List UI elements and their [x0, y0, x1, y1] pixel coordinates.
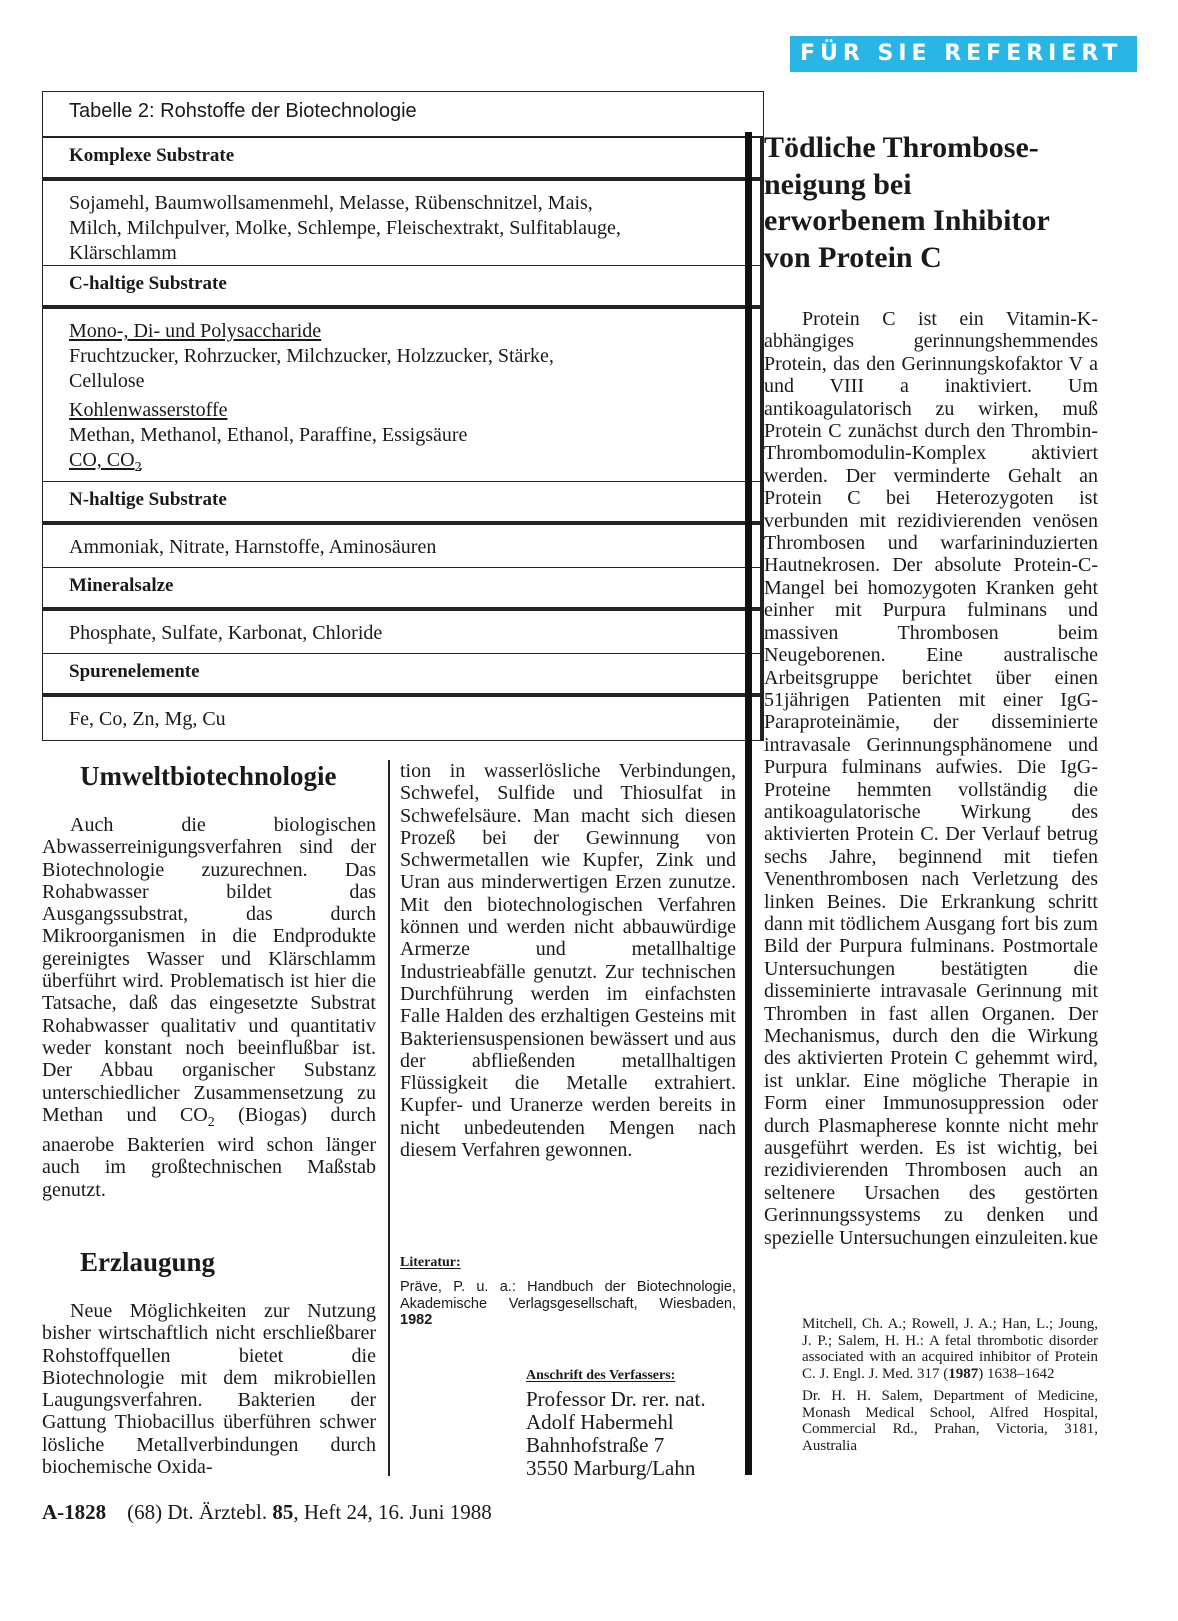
article-signature: kue [1069, 1227, 1098, 1250]
article-title: Tödliche Thrombose- neigung bei erworbenem Inhibitor von Protein C [764, 131, 1050, 274]
literature-heading: Literatur: [400, 1255, 461, 1270]
table-subheading: Mono-, Di- und Polysaccharide [69, 320, 322, 342]
paragraph: Neue Möglichkeiten zur Nutzung bisher wirtschaftlich nicht erschließbarer Rohstoffquellen bietet die Biotechnologie mit dem mikrobiellen Laugungsverfahren. Bakterien der Gattung Thiobacillus überführen schwer lösliche Metallverbindungen durch biochemische Oxida- [42, 1300, 376, 1479]
table-subheading: Kohlenwasserstoffe [69, 399, 228, 421]
table-line: Sojamehl, Baumwollsamenmehl, Melasse, Rübenschnitzel, Mais, [69, 192, 593, 214]
reference-address: Dr. H. H. Salem, Department of Medicine, Monash Medical School, Alfred Hospital, Commercial Rd., Prahan, Victoria, 3181, Australia [802, 1388, 1098, 1454]
section-umweltbiotechnologie [42, 760, 376, 1201]
section-erzlaugung [42, 1246, 376, 1478]
paragraph: Auch die biologischen Abwasserreinigungsverfahren sind der Biotechnologie zuzurechnen. Das Rohabwasser bildet das Ausgangssubstrat, das durch Mikroorganismen in die Endprodukte gereinigtes Wasser und Klärschlamm überführt wird. Problematisch ist hier die Tatsache, daß das eingesetzte Substrat Rohabwasser qualitativ und quantitativ weder konstant noch beeinflußbar ist. Der Abbau organischer Substanz unterschiedlicher Zusammensetzung zu Methan und $CO_2$ (Biogas) durch anaerobe Bakterien wird schon länger auch im großtechnischen Maßstab genutzt. [42, 814, 376, 1201]
reference-entry: Mitchell, Ch. A.; Rowell, J. A.; Han, L.; Joung, J. P.; Salem, H. H.: A fetal thrombotic disorder associated with an acquired inhibitor of Protein C. J. Engl. J. Med. 317 (1987) 1638–1642 [802, 1316, 1098, 1382]
table-section-body [42, 181, 764, 265]
table-line: Ammoniak, Nitrate, Harnstoffe, Aminosäuren [69, 536, 437, 558]
section-continuation [400, 760, 736, 1161]
table-section-heading: N-haltige Substrate [42, 481, 764, 525]
author-address [526, 1368, 766, 1480]
column-divider-thick [745, 132, 752, 1475]
table-line: Klärschlamm [69, 242, 177, 264]
table-caption: Tabelle 2: Rohstoffe der Biotechnologie [42, 91, 764, 137]
paragraph: tion in wasserlösliche Verbindungen, Schwefel, Sulfide und Thiosulfat in Schwefelsäure. Man macht sich diesen Prozeß bei der Gewinnung von Schwermetallen wie Kupfer, Zink und Uran aus minderwertigen Erzen zunutze. Mit den biotechnologischen Verfahren können und werden nicht abbauwürdige Armerze und metallhaltige Industrieabfälle genutzt. Zur technischen Durchführung werden im einfachsten Falle Halden des erzhaltigen Gesteins mit Bakteriensuspensionen bewässert und aus der abfließenden metallhaltigen Flüssigkeit die Metalle extrahiert. Kupfer- und Uranerze werden bereits in nicht unbedeutenden Mengen nach diesem Verfahren gewonnen. [400, 760, 736, 1162]
table-section-heading: Mineralsalze [42, 567, 764, 611]
column-divider [388, 760, 390, 1476]
table-section-body [42, 525, 764, 567]
address-line: Bahnhofstraße 7 [526, 1433, 665, 1457]
article-references [802, 1316, 1098, 1454]
literature-entry: Präve, P. u. a.: Handbuch der Biotechnologie, Akademische Verlagsgesellschaft, Wiesbaden, 1982 [400, 1279, 736, 1328]
table-section-body [42, 611, 764, 653]
journal-info: (68) Dt. Ärztebl. 85, Heft 24, 16. Juni 1988 [127, 1500, 492, 1524]
address-line: 3550 Marburg/Lahn [526, 1456, 696, 1480]
article-body: Protein C ist ein Vitamin-K-abhängiges gerinnungshemmendes Protein, das den Gerinnungskofaktor V a und VIII a inaktiviert. Um antikoagulatorisch zu wirken, muß Protein C zunächst durch den Thrombin-Thrombomodulin-Komplex aktiviert werden. Der verminderte Gehalt an Protein C bei Heterozygoten ist verbunden mit rezidivierenden venösen Thrombosen und warfarininduzierten Hautnekrosen. Der absolute Protein-C-Mangel bei homozygoten Kranken geht einher mit Purpura fulminans und massiven Thrombosen beim Neugeborenen. Eine australische Arbeitsgruppe berichtet über einen 51jährigen Patienten mit einer IgG-Paraproteinämie, der disseminierte intravasale Gerinnungsphänomene und Purpura fulminans aufwies. Die IgG-Proteine hemmten vollständig die antikoagulatorische Wirkung des aktivierten Protein C. Der Verlauf betrug sechs Jahre, beginnend mit tiefen Venenthrombosen nach Verletzung des linken Beines. Die Erkrankung schritt dann mit tödlichem Ausgang fort bis zum Bild der Purpura fulminans. Postmortale Untersuchungen bestätigten die disseminierte intravasale Gerinnung mit Thromben in fast allen Organen. Der Mechanismus, durch den die Wirkung des aktivierten Protein C gehemmt wird, ist unklar. Eine mögliche Therapie in Form einer Immunosuppression oder durch Plasmapherese konnte nicht mehr ausgeführt werden. Es ist wichtig, bei rezidivierenden Thrombosen auch an seltenere Ursachen des gestörten Gerinnungssystems zu denken und spezielle Untersuchungen einzuleiten. [764, 308, 1098, 1249]
table-section-heading: Komplexe Substrate [42, 137, 764, 181]
table-line: Fe, Co, Zn, Mg, Cu [69, 708, 226, 730]
address-line: Professor Dr. rer. nat. [526, 1387, 706, 1411]
literature-block [400, 1255, 736, 1329]
table-section-body [42, 309, 764, 481]
table-subheading: CO, $CO_2$ [69, 449, 142, 475]
address-line: Adolf Habermehl [526, 1410, 674, 1434]
page-number: A-1828 [42, 1500, 107, 1524]
table-line: Phosphate, Sulfate, Karbonat, Chloride [69, 622, 383, 644]
section-heading: Umweltbiotechnologie [80, 761, 337, 791]
table-line: Methan, Methanol, Ethanol, Paraffine, Essigsäure [69, 424, 468, 446]
section-banner: FÜR SIE REFERIERT [790, 36, 1137, 72]
table-line: Fruchtzucker, Rohrzucker, Milchzucker, Holzzucker, Stärke, [69, 345, 554, 367]
page-footer [42, 1500, 492, 1525]
address-heading: Anschrift des Verfassers: [526, 1368, 676, 1383]
raw-materials-table [42, 91, 764, 741]
table-section-heading: C-haltige Substrate [42, 265, 764, 309]
section-heading: Erzlaugung [80, 1247, 216, 1277]
table-line: Milch, Milchpulver, Molke, Schlempe, Fleischextrakt, Sulfitablauge, [69, 217, 621, 239]
table-section-body [42, 697, 764, 741]
article-protein-c [764, 130, 1098, 1249]
table-line: Cellulose [69, 370, 145, 392]
table-section-heading: Spurenelemente [42, 653, 764, 697]
